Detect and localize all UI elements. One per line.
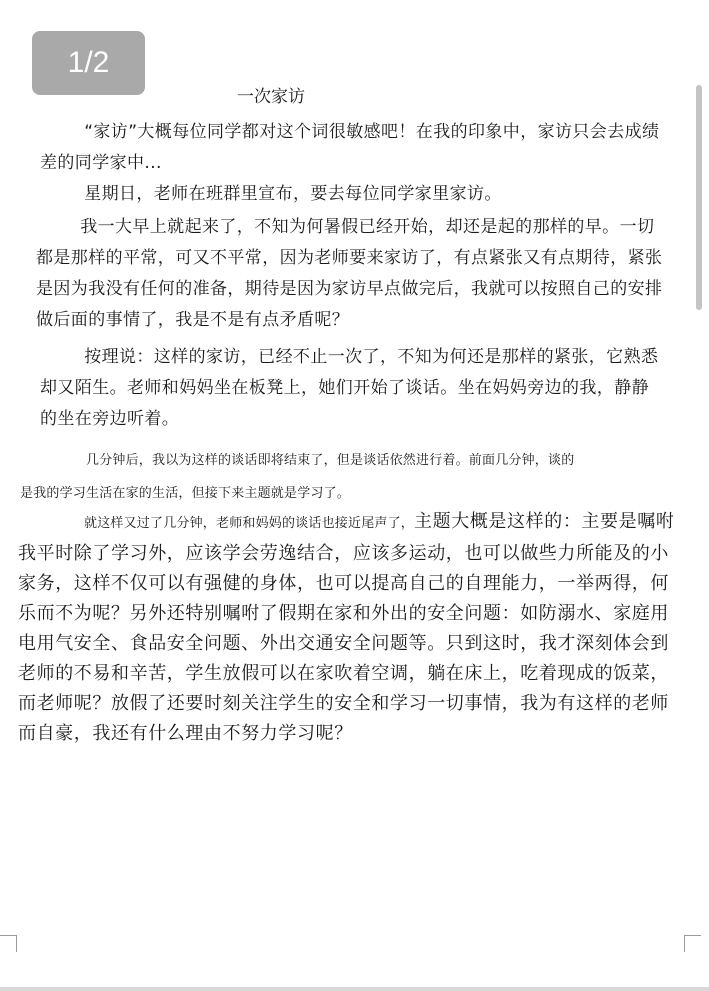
paragraph-5-line-2: 是我的学习生活在家的生活，但接下来主题就是学习了。 — [20, 486, 351, 501]
paragraph-1: “家访”大概每位同学都对这个词很敏感吧！在我的印象中，家访只会去成绩差的同学家中... — [40, 122, 660, 173]
paragraph-4: 按理说：这样的家访，已经不止一次了，不知为何还是那样的紧张，它熟悉却又陌生。老师和妈妈坐在板凳上，她们开始了谈话。坐在妈妈旁边的我，静静的坐在旁边听着。 — [40, 347, 659, 429]
page-indicator: 1/2 — [32, 31, 145, 95]
document-title: 一次家访 — [237, 87, 305, 107]
vertical-scrollbar[interactable] — [696, 85, 702, 310]
paragraph-6-large-text: 主题大概是这样的：主要是嘱咐我平时除了学习外，应该学会劳逸结合，应该多运动，也可以做些力所能及的小家务，这样不仅可以有强健的身体，也可以提高自己的自理能力，一举两得，何乐而不为呢？另外还特别嘱咐了假期在家和外出的安全问题：如防溺水、家庭用电用气安全、食品安全问题、外出交通安全问题等。只到这时，我才深刻体会到老师的不易和辛苦，学生放假可以在家吹着空调，躺在床上，吃着现成的饭菜，而老师呢？放假了还要时刻关注学生的安全和学习一切事情，我为有这样的老师而自豪，我还有什么理由不努力学习呢？ — [18, 511, 675, 744]
paragraph-2: 星期日，老师在班群里宣布，要去每位同学家里家访。 — [84, 184, 502, 204]
paragraph-6 — [18, 507, 686, 749]
page-corner-mark-right — [684, 935, 701, 952]
paragraph-6-small-text: 就这样又过了几分钟，老师和妈妈的谈话也接近尾声了， — [84, 516, 415, 531]
paragraph-5 — [20, 444, 672, 510]
paragraph-3: 我一大早上就起来了，不知为何暑假已经开始，却还是起的那样的早。一切都是那样的平常，可又不平常，因为老师要来家访了，有点紧张又有点期待，紧张是因为我没有任何的准备，期待是因为家访早点做完后，我就可以按照自己的安排做后面的事情了，我是不是有点矛盾呢？ — [36, 217, 663, 330]
page-bottom-edge — [0, 987, 709, 991]
paragraph-5-line-1: 几分钟后，我以为这样的谈话即将结束了，但是谈话依然进行着。前面几分钟，谈的 — [86, 453, 575, 468]
page-corner-mark-left — [0, 935, 17, 952]
